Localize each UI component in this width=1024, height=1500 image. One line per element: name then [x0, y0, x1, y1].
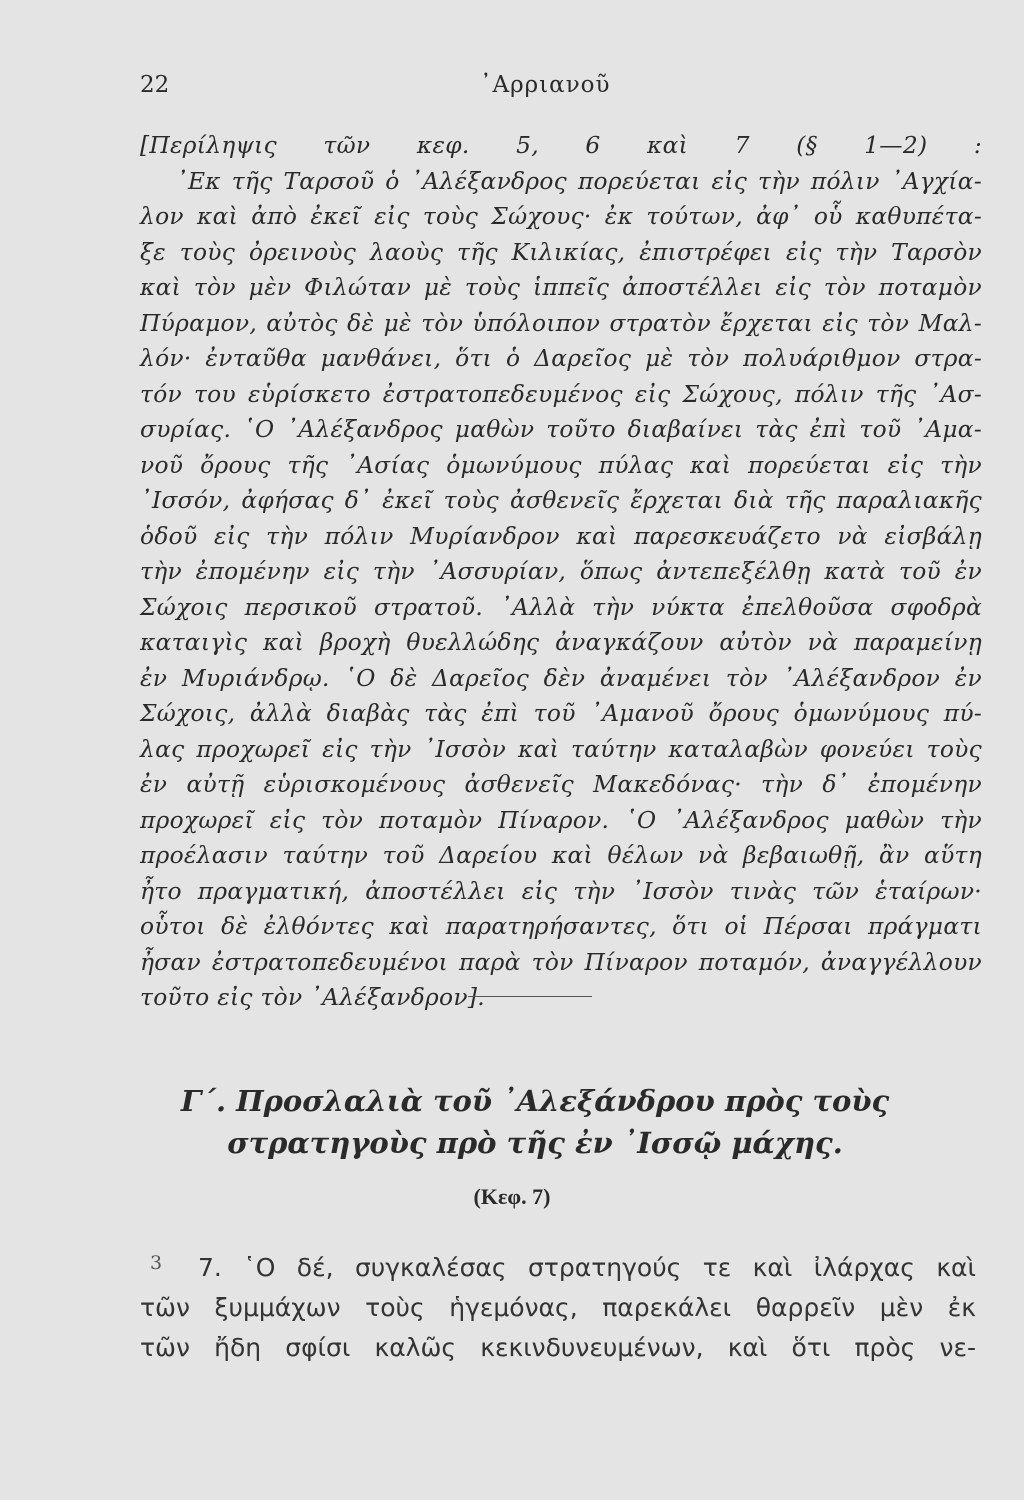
- summary-line: Σώχοις, ἀλλὰ διαβὰς τὰς ἐπὶ τοῦ ᾿Αμανοῦ ὄρους ὁμωνύμους πύ-: [140, 700, 982, 727]
- text-line: τῶν ἤδη σφίσι καλῶς κεκινδυνευμένων, καὶ ὅτι πρὸς νε-: [140, 1333, 976, 1362]
- summary-paragraph: [140, 128, 982, 1016]
- summary-line: ᾿Ισσόν, ἀφήσας δ᾿ ἐκεῖ τοὺς ἀσθενεῖς ἔρχεται διὰ τῆς παραλιακῆς: [140, 487, 982, 514]
- margin-number: 3: [150, 1252, 163, 1274]
- summary-line: καταιγὶς καὶ βροχὴ θυελλώδης ἀναγκάζουν αὐτὸν νὰ παραμείνῃ: [140, 629, 982, 656]
- summary-line: Σώχοις περσικοῦ στρατοῦ. ᾿Αλλὰ τὴν νύκτα ἐπελθοῦσα σφοδρὰ: [140, 593, 982, 621]
- summary-line: ἐν αὐτῇ εὑρισκομένους ἀσθενεῖς Μακεδόνας· τὴν δ᾿ ἐπομένην: [140, 771, 982, 798]
- summary-line: συρίας. ῾Ο ᾿Αλέξανδρος μαθὼν τοῦτο διαβαίνει τὰς ἐπὶ τοῦ ᾿Αμα-: [140, 416, 982, 443]
- summary-line: Πύραμον, αὐτὸς δὲ μὲ τὸν ὑπόλοιπον στρατὸν ἔρχεται εἰς τὸν Μαλ-: [140, 309, 982, 337]
- summary-line: καὶ τὸν μὲν Φιλώταν μὲ τοὺς ἱππεῖς ἀποστέλλει εἰς τὸν ποταμὸν: [140, 274, 982, 301]
- summary-line: ἦσαν ἐστρατοπεδευμένοι παρὰ τὸν Πίναρον ποταμόν, ἀναγγέλλουν: [140, 948, 982, 976]
- summary-line: ξε τοὺς ὀρεινοὺς λαοὺς τῆς Κιλικίας, ἐπιστρέφει εἰς τὴν Ταρσὸν: [140, 238, 982, 266]
- summary-line: λας προχωρεῖ εἰς τὴν ᾿Ισσὸν καὶ ταύτην καταλαβὼν φονεύει τοὺς: [140, 735, 982, 763]
- summary-line: τὴν ἐπομένην εἰς τὴν ᾿Ασσυρίαν, ὅπως ἀντεπεξέλθῃ κατὰ τοῦ ἐν: [140, 558, 982, 585]
- summary-line: ᾿Εκ τῆς Ταρσοῦ ὁ ᾿Αλέξανδρος πορεύεται εἰς τὴν πόλιν ᾿Αγχία-: [176, 167, 982, 195]
- page-number: 22: [140, 72, 170, 98]
- summary-line: [Περίληψις τῶν κεφ. 5, 6 καὶ 7 (§ 1—2) :: [140, 132, 982, 159]
- text-line: τῶν ξυμμάχων τοὺς ἡγεμόνας, παρεκάλει θαρρεῖν μὲν ἐκ: [140, 1293, 976, 1322]
- summary-line: ὁδοῦ εἰς τὴν πόλιν Μυρίανδρον καὶ παρεσκευάζετο νὰ εἰσβάλῃ: [140, 522, 982, 550]
- section-heading: [170, 1080, 900, 1164]
- running-title: ᾿Αρριανοῦ: [480, 72, 611, 98]
- heading-line: στρατηγοὺς πρὸ τῆς ἐν ᾿Ισσῷ μάχης.: [227, 1126, 843, 1160]
- summary-line: λον καὶ ἀπὸ ἐκεῖ εἰς τοὺς Σώχους· ἐκ τούτων, ἀφ᾿ οὗ καθυπέτα-: [140, 203, 982, 230]
- summary-line: ἐν Μυριάνδρῳ. ῾Ο δὲ Δαρεῖος δὲν ἀναμένει τὸν ᾿Αλέξανδρον ἐν: [140, 664, 982, 692]
- summary-line: προέλασιν ταύτην τοῦ Δαρείου καὶ θέλων νὰ βεβαιωθῇ, ἂν αὕτη: [140, 842, 982, 869]
- summary-line: οὗτοι δὲ ἐλθόντες καὶ παρατηρήσαντες, ὅτι οἱ Πέρσαι πράγματι: [140, 913, 982, 940]
- chapter-reference: (Κεφ. 7): [473, 1184, 551, 1209]
- section-divider: [468, 996, 592, 997]
- summary-line: νοῦ ὄρους τῆς ᾿Ασίας ὁμωνύμους πύλας καὶ πορεύεται εἰς τὴν: [140, 451, 982, 479]
- text-line: 7. ῾Ο δέ, συγκαλέσας στρατηγούς τε καὶ ἰλάρχας καὶ: [198, 1253, 976, 1282]
- summary-line: λόν· ἐνταῦθα μανθάνει, ὅτι ὁ Δαρεῖος μὲ τὸν πολυάριθμον στρα-: [140, 345, 982, 372]
- running-head: [140, 72, 890, 108]
- summary-line: ἦτο πραγματική, ἀποστέλλει εἰς τὴν ᾿Ισσὸν τινὰς τῶν ἑταίρων·: [140, 877, 982, 905]
- summary-line: τόν του εὑρίσκετο ἐστρατοπεδευμένος εἰς Σώχους, πόλιν τῆς ᾿Ασ-: [140, 380, 982, 408]
- main-text: [140, 1248, 976, 1368]
- summary-line: προχωρεῖ εἰς τὸν ποταμὸν Πίναρον. ῾Ο ᾿Αλέξανδρος μαθὼν τὴν: [140, 806, 982, 834]
- summary-line: τοῦτο εἰς τὸν ᾿Αλέξανδρον].: [140, 984, 485, 1011]
- heading-line: Γ΄. Προσλαλιὰ τοῦ ᾿Αλεξάνδρου πρὸς τοὺς: [180, 1084, 890, 1118]
